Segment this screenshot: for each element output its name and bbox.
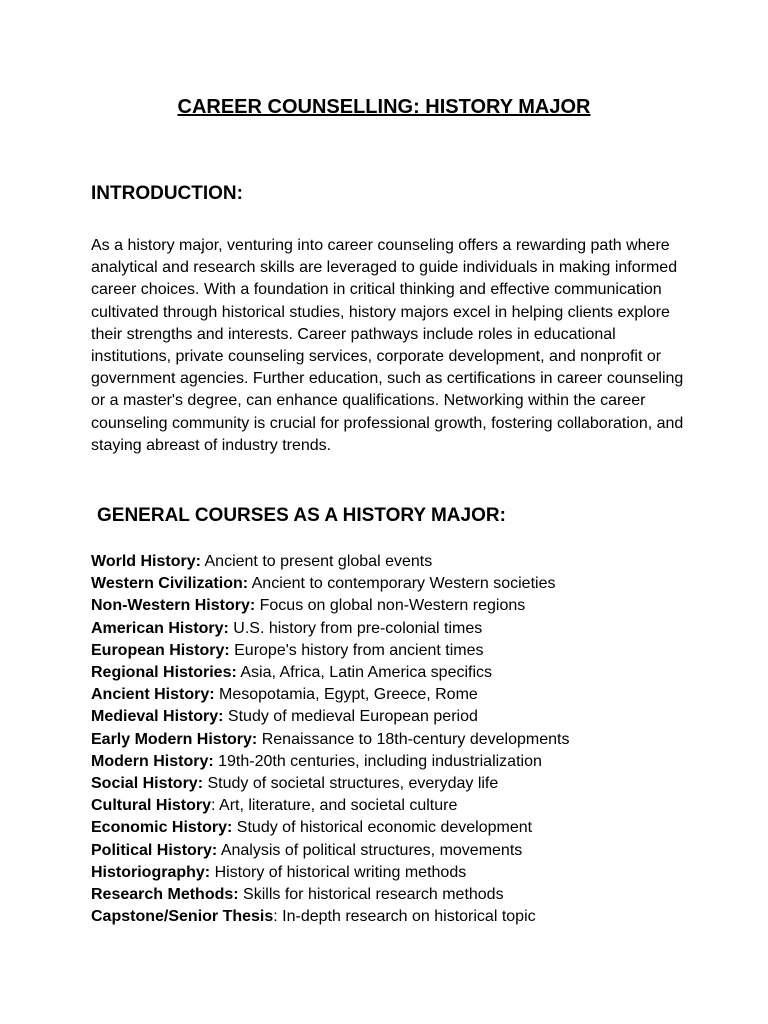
course-description: Study of societal structures, everyday life	[203, 775, 499, 793]
courses-list	[91, 551, 711, 928]
course-name: Regional Histories:	[91, 664, 237, 682]
course-item	[91, 884, 711, 906]
course-item	[91, 729, 711, 751]
course-description: 19th-20th centuries, including industrialization	[213, 752, 542, 770]
course-name: Cultural History	[91, 797, 212, 815]
course-description: Mesopotamia, Egypt, Greece, Rome	[214, 686, 478, 704]
course-item	[91, 817, 711, 839]
course-description: Study of medieval European period	[223, 708, 478, 726]
course-description: : In-depth research on historical topic	[273, 908, 536, 926]
introduction-paragraph: As a history major, venturing into career counseling offers a rewarding path where analytical and research skills are leveraged to guide individuals in making informed career choices. With a foundation in critical thinking and effective communication cultivated through historical studies, history majors excel in helping clients explore their strengths and interests. Career pathways include roles in educational institutions, private counseling services, corporate development, and nonprofit or government agencies. Further education, such as certifications in career counseling or a master's degree, can enhance qualifications. Networking within the career counseling community is crucial for professional growth, fostering collaboration, and staying abreast of industry trends.	[91, 237, 684, 454]
course-description: Ancient to present global events	[200, 553, 433, 570]
course-description: Asia, Africa, Latin America specifics	[236, 664, 493, 682]
course-item	[91, 640, 711, 662]
course-description: Focus on global non-Western regions	[255, 597, 526, 615]
course-item	[91, 706, 711, 728]
course-item	[91, 684, 711, 706]
course-description: Analysis of political structures, movements	[217, 841, 523, 859]
course-item	[91, 862, 711, 884]
course-name: Economic History:	[91, 819, 233, 837]
course-name: Non-Western History:	[91, 597, 256, 615]
course-item	[91, 595, 711, 617]
course-item	[91, 840, 711, 862]
course-name: Research Methods:	[91, 886, 239, 904]
introduction-heading: INTRODUCTION:	[91, 183, 243, 204]
course-item	[91, 662, 711, 684]
course-item	[91, 751, 711, 773]
courses-heading-colon: :	[499, 505, 506, 526]
course-item	[91, 795, 711, 817]
course-description: Ancient to contemporary Western societies	[248, 575, 556, 593]
course-name: Capstone/Senior Thesis	[91, 908, 274, 926]
course-description: Skills for historical research methods	[238, 886, 504, 904]
course-name: Western Civilization:	[91, 575, 249, 593]
course-name: Modern History:	[91, 752, 214, 770]
course-item	[91, 773, 711, 795]
course-description: U.S. history from pre-colonial times	[228, 619, 483, 637]
course-item	[91, 618, 711, 640]
course-name: European History:	[91, 641, 230, 659]
document-title: CAREER COUNSELLING: HISTORY MAJOR	[177, 96, 591, 118]
courses-heading-text: GENERAL COURSES AS A HISTORY MAJOR	[97, 505, 500, 526]
course-item	[91, 551, 711, 573]
course-name: Social History:	[91, 775, 204, 793]
course-description: Study of historical economic development	[232, 819, 533, 837]
course-name: Historiography:	[91, 863, 211, 881]
course-description: Renaissance to 18th-century developments	[257, 730, 570, 748]
course-name: Medieval History:	[91, 708, 224, 726]
course-name: Early Modern History:	[91, 730, 258, 748]
courses-heading	[97, 503, 506, 529]
course-name: Ancient History:	[91, 686, 215, 704]
course-description: Europe's history from ancient times	[229, 641, 484, 659]
course-name: Political History:	[91, 841, 218, 859]
course-item	[91, 573, 711, 595]
course-name: World History:	[91, 553, 201, 570]
course-description: History of historical writing methods	[210, 863, 467, 881]
course-name: American History:	[91, 619, 229, 637]
course-description: : Art, literature, and societal culture	[211, 797, 458, 815]
course-item	[91, 906, 711, 928]
